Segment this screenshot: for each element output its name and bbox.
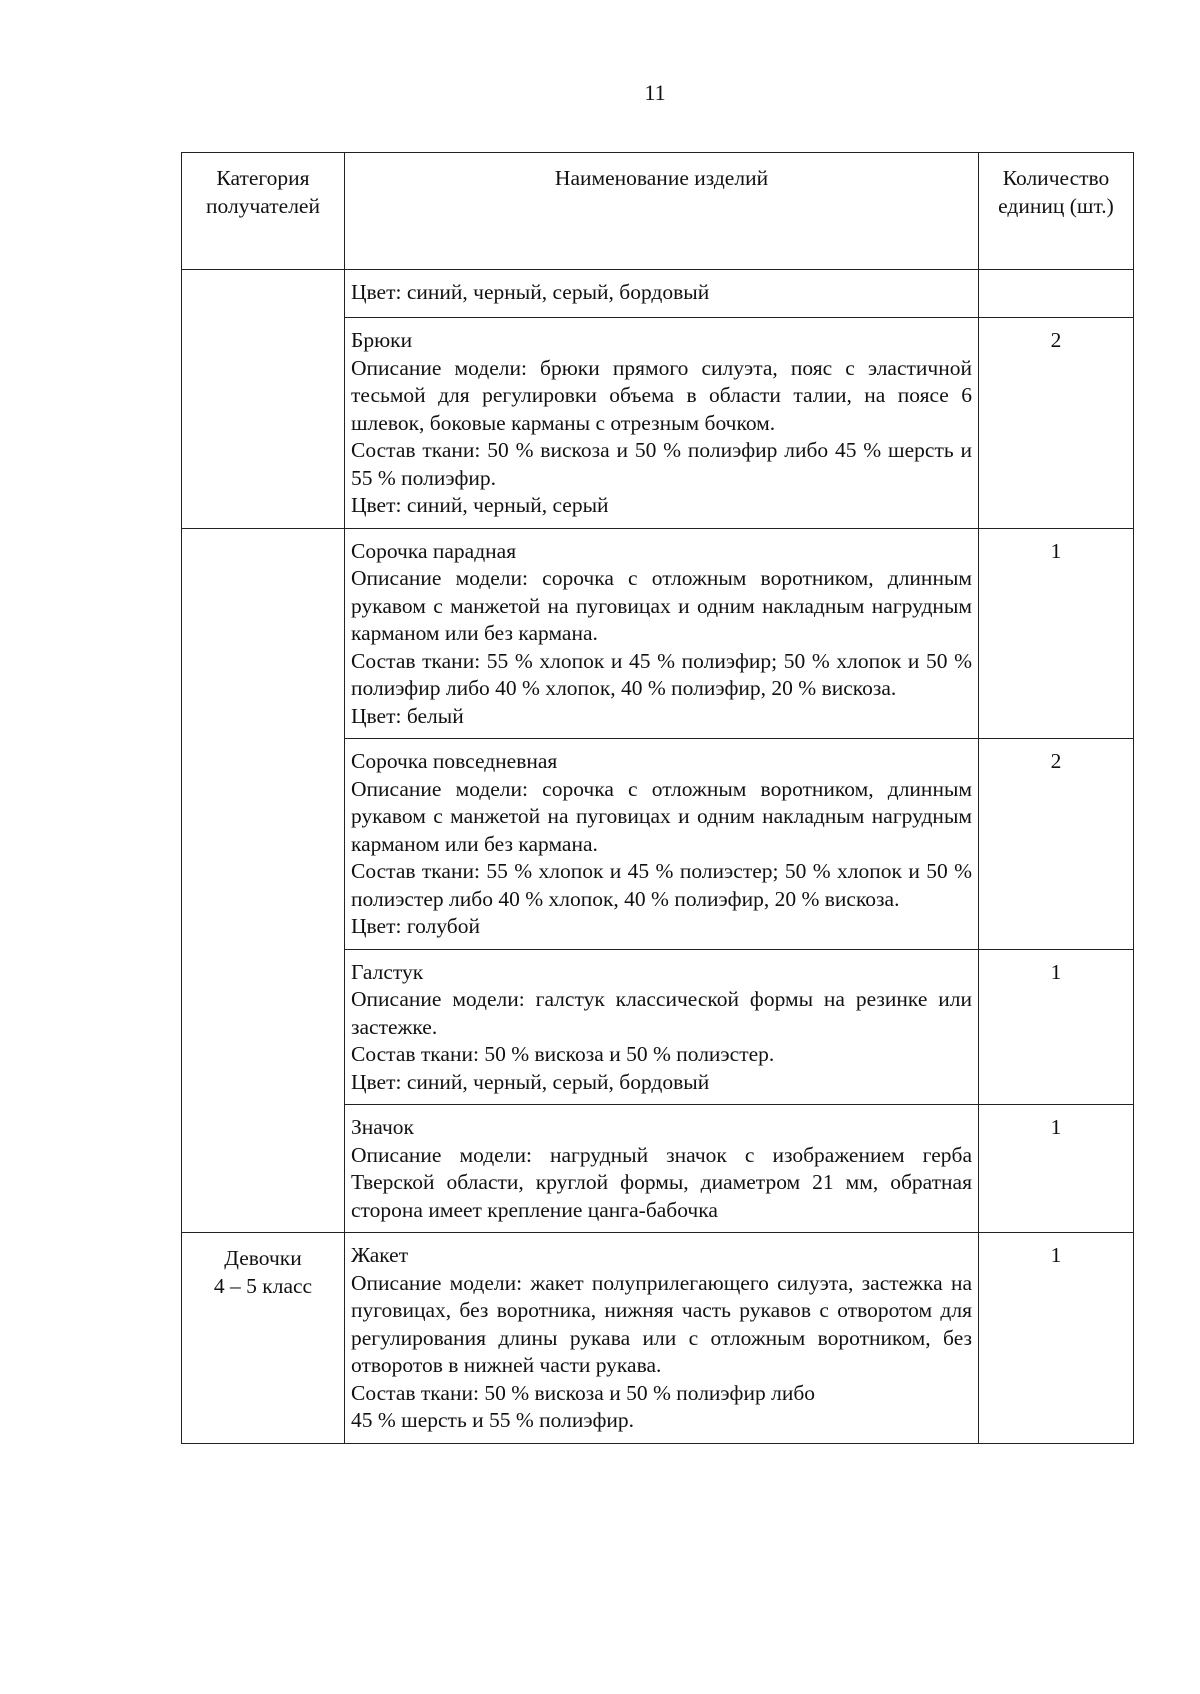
continued-color: Цвет: синий, черный, серый, бордовый: [345, 270, 979, 318]
item-cell: [345, 318, 979, 529]
item-description: Описание модели: нагрудный значок с изображением герба Тверской области, круглой формы, диаметром 21 мм, обратная сторона имеет крепление цанга-бабочка: [351, 1142, 972, 1222]
item-cell: [345, 1105, 979, 1233]
item-quantity: 1: [979, 1233, 1134, 1444]
item-description: Описание модели: галстук классической формы на резинке или застежке.: [351, 987, 972, 1039]
table-row: [182, 1233, 1134, 1444]
item-title: Брюки: [351, 328, 413, 352]
item-quantity: 1: [979, 1105, 1134, 1233]
item-title: Галстук: [351, 959, 424, 984]
item-description: Описание модели: жакет полуприлегающего силуэта, застежка на пуговицах, без воротника, нижняя часть рукавов с отворотом для регулирования длины рукава или с отложным воротником, без отворотов в нижней части рукава.: [351, 1270, 972, 1377]
item-color: Цвет: синий, черный, серый: [351, 493, 609, 517]
quantity-cell-empty: [979, 270, 1134, 318]
item-quantity: 2: [979, 739, 1134, 950]
item-title: Сорочка повседневная: [351, 749, 558, 773]
item-color: Цвет: синий, черный, серый, бордовый: [351, 1069, 710, 1094]
item-quantity: 2: [979, 318, 1134, 529]
item-cell: [345, 1233, 979, 1444]
table-row-continued: [182, 270, 1134, 318]
table-header-row: [182, 153, 1134, 270]
item-cell: [345, 949, 979, 1105]
item-description: Описание модели: брюки прямого силуэта, пояс с эластичной тесьмой для регулировки объема в области талии, на поясе 6 шлевок, боковые карманы с отрезным бочком.: [351, 355, 972, 435]
header-category: Категория получателей: [182, 153, 345, 270]
header-name: Наименование изделий: [345, 153, 979, 270]
category-grade: 4 – 5 класс: [213, 1273, 313, 1298]
item-fabric: Состав ткани: 55 % хлопок и 45 % полиэстер; 50 % хлопок и 50 % полиэстер либо 40 % хлопок, 40 % полиэфир, 20 % вискоза.: [351, 859, 972, 911]
item-title: Сорочка парадная: [351, 538, 517, 563]
item-fabric: Состав ткани: 50 % вискоза и 50 % полиэфир либо: [351, 1380, 816, 1405]
table-row: [182, 528, 1134, 739]
category-cell-empty: [182, 270, 345, 529]
item-color: Цвет: голубой: [351, 914, 480, 938]
item-quantity: 1: [979, 949, 1134, 1105]
item-title: Значок: [351, 1115, 414, 1139]
category-cell: [182, 1233, 345, 1444]
item-color: Цвет: белый: [351, 703, 464, 728]
category-girls: Девочки: [224, 1246, 302, 1270]
item-fabric: Состав ткани: 50 % вискоза и 50 % полиэфир либо 45 % шерсть и 55 % полиэфир.: [351, 438, 972, 490]
item-fabric: Состав ткани: 55 % хлопок и 45 % полиэфир; 50 % хлопок и 50 % полиэфир либо 40 % хлопок, 40 % полиэфир, 20 % вискоза.: [351, 648, 972, 700]
item-quantity: 1: [979, 528, 1134, 739]
item-fabric: Состав ткани: 50 % вискоза и 50 % полиэстер.: [351, 1042, 775, 1066]
category-cell-empty: [182, 528, 345, 1233]
item-title: Жакет: [351, 1243, 409, 1267]
item-cell: [345, 739, 979, 950]
item-description: Описание модели: сорочка с отложным воротником, длинным рукавом с манжетой на пуговицах и одним накладным нагрудным карманом или без кармана.: [351, 776, 972, 856]
item-fabric-continued: 45 % шерсть и 55 % полиэфир.: [351, 1408, 635, 1432]
page-number: 11: [644, 80, 666, 105]
items-table: [181, 152, 1134, 1444]
item-description: Описание модели: сорочка с отложным воротником, длинным рукавом с манжетой на пуговицах и одним накладным нагрудным карманом или без кармана.: [351, 566, 972, 645]
item-cell: [345, 528, 979, 739]
header-quantity: Количество единиц (шт.): [979, 153, 1134, 270]
